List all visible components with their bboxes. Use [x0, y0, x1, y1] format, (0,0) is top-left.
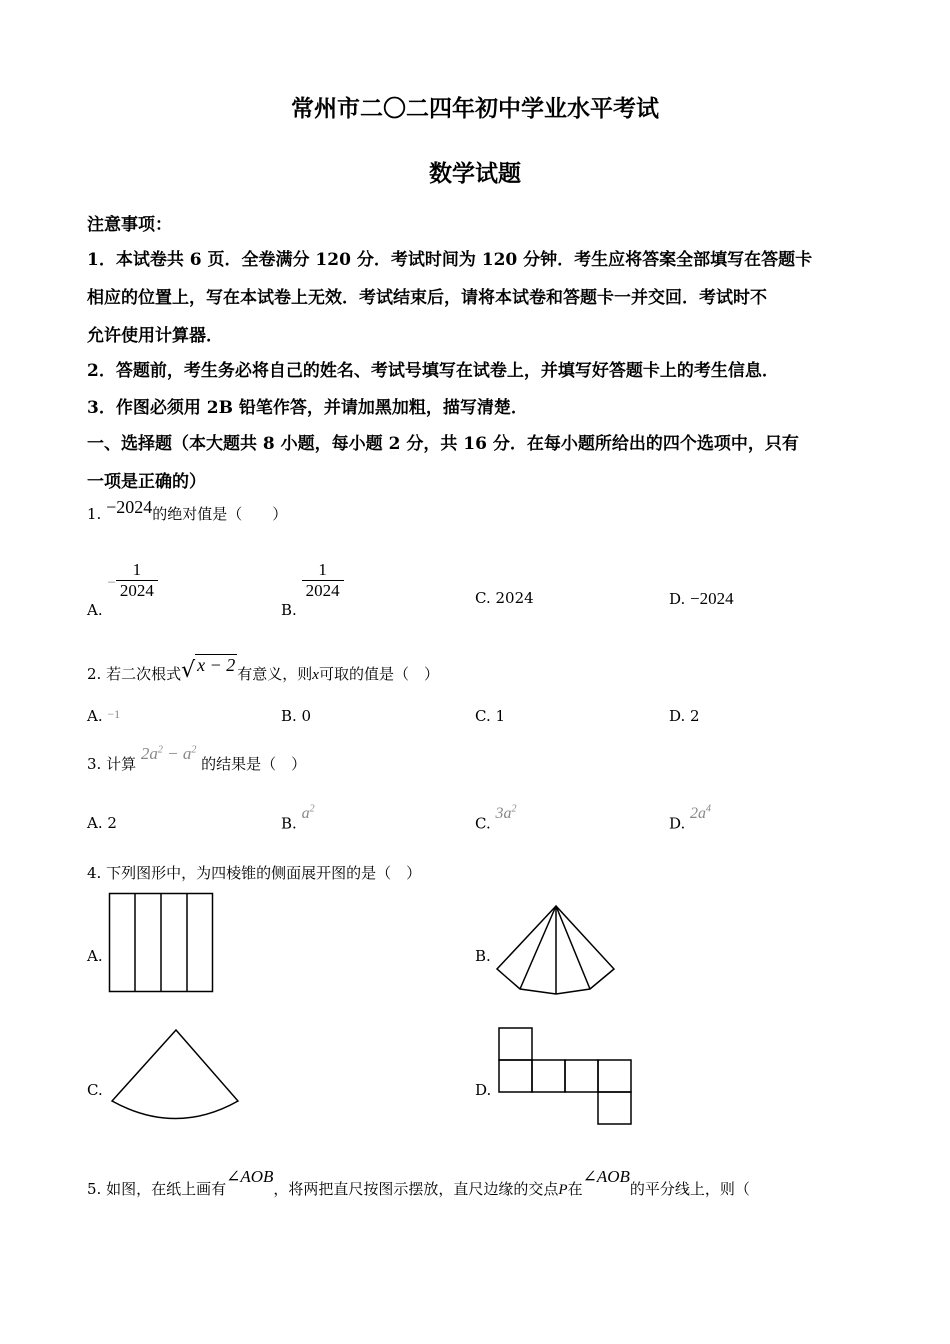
fig-d-bottom-square [598, 1092, 631, 1124]
q1-option-c[interactable]: C. 2024 [475, 589, 534, 607]
note-2: 2．答题前，考生务必将自己的姓名、考试号填写在试卷上，并填写好答题卡上的考生信息． [87, 361, 779, 381]
q1-option-b[interactable]: B. $\frac{1}{2024}$ [281, 560, 344, 601]
q1-a-fraction: $\frac{1}{2024}$ [116, 560, 158, 601]
q4-figure-d [498, 1027, 633, 1125]
q4-option-d-label[interactable]: D. [475, 1081, 492, 1099]
fig-d-row-2 [532, 1060, 565, 1092]
q5-angle-1: ∠AOB [226, 1167, 274, 1186]
q1-b-fraction: $\frac{1}{2024}$ [302, 560, 344, 601]
q1-text: 的绝对值是（ ） [152, 505, 288, 523]
q4-figure-c [110, 1029, 240, 1124]
q2-option-b[interactable]: B. 0 [281, 707, 312, 725]
section-1-line-2: 一项是正确的） [87, 472, 206, 492]
fig-d-row-1 [499, 1060, 532, 1092]
q5-angle-2: ∠AOB [582, 1167, 630, 1186]
exam-subtitle: 数学试题 [429, 160, 521, 187]
question-4: 4. 下列图形中，为四棱锥的侧面展开图的是（ ） [87, 864, 422, 882]
note-1-line-2: 相应的位置上，写在本试卷上无效．考试结束后，请将本试卷和答题卡一并交回．考试时不 [87, 288, 767, 308]
question-3: 3. 计算 $2a^2 - a^2$ 的结果是（ ） [87, 744, 307, 773]
fig-b-edge-3 [556, 906, 590, 989]
q2-option-d[interactable]: D. 2 [669, 707, 700, 725]
note-1-line-3: 允许使用计算器． [87, 326, 223, 346]
q1-number: 1. [87, 505, 102, 523]
q4-figure-a [109, 893, 213, 993]
section-1-line-1: 一、选择题（本大题共 8 小题，每小题 2 分，共 16 分．在每小题所给出的四个选项中，只有 [87, 434, 799, 454]
q1-option-a[interactable]: A. − $\frac{1}{2024}$ [87, 560, 158, 601]
fig-d-row-4 [598, 1060, 631, 1092]
q2-option-c[interactable]: C. 1 [475, 707, 506, 725]
note-1-line-1: 1．本试卷共 6 页．全卷满分 120 分．考试时间为 120 分钟．考生应将答案全部填写在答题卡 [87, 250, 813, 270]
q3-option-b[interactable]: B. $a^2$ [281, 804, 315, 833]
fig-c-sector [112, 1030, 238, 1119]
fig-d-row-3 [565, 1060, 598, 1092]
q3-option-a[interactable]: A. 2 [87, 814, 117, 832]
q3-option-c[interactable]: C. $3a^2$ [475, 804, 517, 833]
q2-radicand: x − 2 [197, 655, 236, 675]
question-1 [87, 497, 288, 524]
sqrt-sign: √ [181, 658, 196, 683]
q4-option-a-label[interactable]: A. [87, 947, 103, 965]
q4-option-b-label[interactable]: B. [475, 947, 491, 965]
q3-expr: $2a^2 - a^2$ [140, 744, 197, 763]
q4-figure-b [497, 906, 615, 996]
note-3: 3．作图必须用 2B 铅笔作答，并请加黑加粗，描写清楚． [87, 398, 528, 418]
exam-title: 常州市二〇二四年初中学业水平考试 [291, 95, 659, 122]
question-5: 5. 如图，在纸上画有∠AOB，将两把直尺按图示摆放，直尺边缘的交点P在∠AOB的平分线上，则（ [87, 1167, 750, 1198]
fig-b-edge-1 [520, 906, 556, 989]
q1-option-d[interactable]: D. −2024 [669, 589, 734, 608]
q2-option-a[interactable]: A. $^{-1}$ [87, 707, 121, 725]
q4-option-c-label[interactable]: C. [87, 1081, 103, 1099]
q3-option-d[interactable]: D. $2a^4$ [669, 804, 712, 833]
question-2: 2. 若二次根式√ x − 2 有意义，则x可取的值是（ ） [87, 655, 439, 683]
q1-expr: −2024 [106, 497, 153, 517]
notes-heading: 注意事项： [87, 215, 172, 235]
fig-d-top-square [499, 1028, 532, 1060]
